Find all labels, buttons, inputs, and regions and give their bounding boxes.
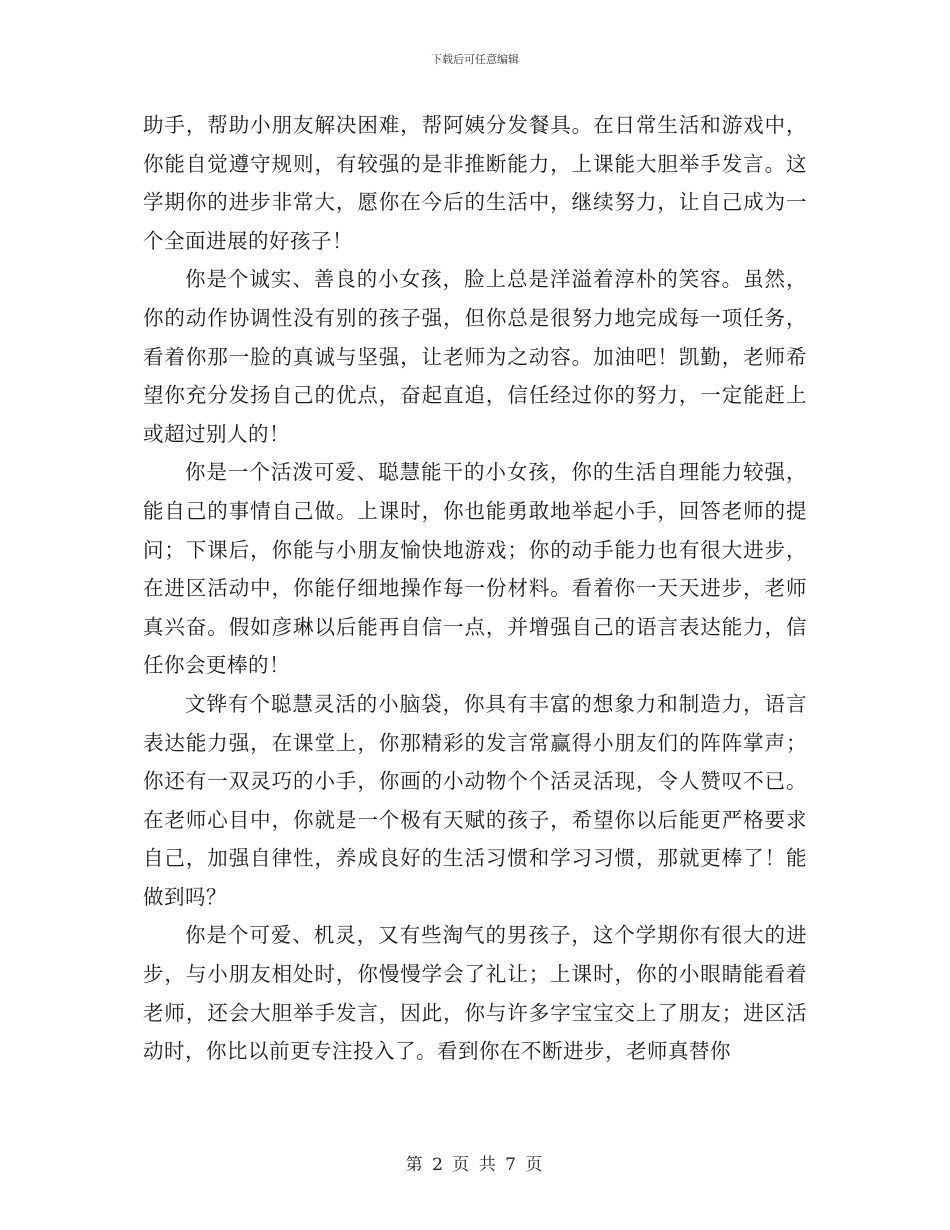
paragraph-2: 你是个诚实、善良的小女孩，脸上总是洋溢着淳朴的笑容。虽然，你的动作协调性没有别的孩子强，但你总是很努力地完成每一项任务，看着你那一脸的真诚与坚强，让老师为之动容。加油吧！凯勤，老师希望你充分发扬自己的优点，奋起直追，信任经过你的努力，一定能赶上或超过别人的！ — [143, 267, 807, 446]
paragraph-5: 你是个可爱、机灵，又有些淘气的男孩子，这个学期你有很大的进步，与小朋友相处时，你慢慢学会了礼让；上课时，你的小眼睛能看着老师，还会大胆举手发言，因此，你与许多字宝宝交上了朋友；进区活动时，你比以前更专注投入了。看到你在不断进步，老师真替你 — [143, 923, 807, 1064]
page-number-indicator: 第 2 页 共 7 页 — [405, 1155, 545, 1175]
document-body — [143, 106, 807, 1071]
page-header-note: 下载后可任意编辑 — [431, 53, 519, 66]
paragraph-3: 你是一个活泼可爱、聪慧能干的小女孩，你的生活自理能力较强，能自己的事情自己做。上课时，你也能勇敢地举起小手，回答老师的提问；下课后，你能与小朋友愉快地游戏；你的动手能力也有很大进步，在进区活动中，你能仔细地操作每一份材料。看着你一天天进步，老师真兴奋。假如彦琳以后能再自信一点，并增强自己的语言表达能力，信任你会更棒的！ — [143, 460, 807, 678]
paragraph-1: 助手，帮助小朋友解决困难，帮阿姨分发餐具。在日常生活和游戏中，你能自觉遵守规则，有较强的是非推断能力，上课能大胆举手发言。这学期你的进步非常大，愿你在今后的生活中，继续努力，让自己成为一个全面进展的好孩子！ — [143, 113, 807, 253]
paragraph-4: 文铧有个聪慧灵活的小脑袋，你具有丰富的想象力和制造力，语言表达能力强，在课堂上，你那精彩的发言常赢得小朋友们的阵阵掌声；你还有一双灵巧的小手，你画的小动物个个活灵活现，令人赞叹不已。在老师心目中，你就是一个极有天赋的孩子，希望你以后能更严格要求自己，加强自律性，养成良好的生活习惯和学习习惯，那就更棒了！能做到吗？ — [143, 691, 807, 909]
